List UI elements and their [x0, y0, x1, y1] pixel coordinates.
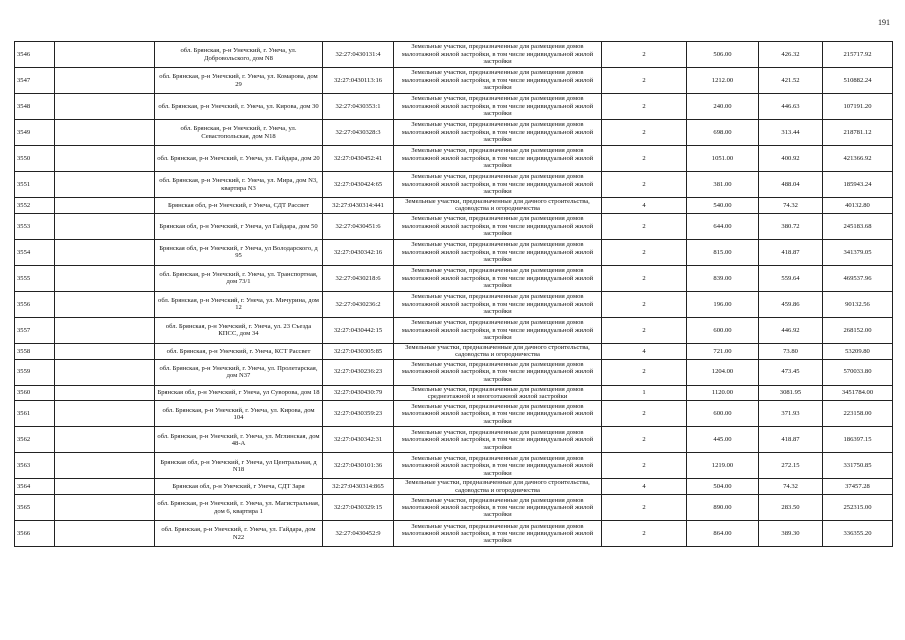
permitted-use-cell: Земельные участки, предназначенные для дачного строительства, садоводства и огородничества	[394, 343, 602, 359]
page-number: 191	[878, 18, 890, 27]
category-cell: 2	[602, 317, 687, 343]
cadastral-value-cell: 570033.80	[823, 359, 893, 385]
category-cell: 2	[602, 172, 687, 198]
row-number: 3558	[15, 343, 55, 359]
cadastral-number-cell: 32:27:0430424:65	[323, 172, 394, 198]
spacer-cell	[55, 213, 155, 239]
row-number: 3564	[15, 479, 55, 495]
category-cell: 2	[602, 521, 687, 547]
address-cell: Брянская обл, р-н Унечский, г Унеча, СДТ Рассвет	[155, 198, 323, 214]
permitted-use-cell: Земельные участки, предназначенные для размещения домов малоэтажной жилой застройки, в том числе индивидуальной жилой застройки	[394, 213, 602, 239]
address-cell: обл. Брянская, р-н Унечский, г. Унеча, ул. Севастопольская, дом N18	[155, 120, 323, 146]
permitted-use-cell: Земельные участки, предназначенные для размещения домов малоэтажной жилой застройки, в том числе индивидуальной жилой застройки	[394, 453, 602, 479]
area-cell: 381.00	[687, 172, 759, 198]
row-number: 3557	[15, 317, 55, 343]
permitted-use-cell: Земельные участки, предназначенные для дачного строительства, садоводства и огородничества	[394, 198, 602, 214]
table-row	[15, 42, 893, 68]
specific-value-cell: 74.32	[759, 198, 823, 214]
permitted-use-cell: Земельные участки, предназначенные для размещения домов малоэтажной жилой застройки, в том числе индивидуальной жилой застройки	[394, 68, 602, 94]
permitted-use-cell: Земельные участки, предназначенные для размещения домов малоэтажной жилой застройки, в том числе индивидуальной жилой застройки	[394, 146, 602, 172]
address-cell: обл. Брянская, р-н Унечский, г. Унеча, ул. Мглинская, дом 48-А	[155, 427, 323, 453]
address-cell: обл. Брянская, р-н Унечский, г. Унеча, ул. Пролетарская, дом N37	[155, 359, 323, 385]
table-row	[15, 146, 893, 172]
spacer-cell	[55, 401, 155, 427]
spacer-cell	[55, 479, 155, 495]
permitted-use-cell: Земельные участки, предназначенные для размещения домов малоэтажной жилой застройки, в том числе индивидуальной жилой застройки	[394, 172, 602, 198]
category-cell: 2	[602, 495, 687, 521]
table-row	[15, 317, 893, 343]
spacer-cell	[55, 94, 155, 120]
cadastral-number-cell: 32:27:0430101:36	[323, 453, 394, 479]
category-cell: 4	[602, 343, 687, 359]
cadastral-value-cell: 40132.80	[823, 198, 893, 214]
cadastral-value-cell: 341379.05	[823, 239, 893, 265]
specific-value-cell: 426.32	[759, 42, 823, 68]
row-number: 3546	[15, 42, 55, 68]
spacer-cell	[55, 495, 155, 521]
permitted-use-cell: Земельные участки, предназначенные для размещения домов малоэтажной жилой застройки, в том числе индивидуальной жилой застройки	[394, 359, 602, 385]
spacer-cell	[55, 198, 155, 214]
area-cell: 698.00	[687, 120, 759, 146]
area-cell: 1219.00	[687, 453, 759, 479]
category-cell: 2	[602, 42, 687, 68]
area-cell: 864.00	[687, 521, 759, 547]
specific-value-cell: 459.86	[759, 291, 823, 317]
category-cell: 4	[602, 479, 687, 495]
cadastral-number-cell: 32:27:0430236:2	[323, 291, 394, 317]
area-cell: 504.00	[687, 479, 759, 495]
cadastral-number-cell: 32:27:0430430:79	[323, 385, 394, 401]
cadastral-value-cell: 3451784.00	[823, 385, 893, 401]
address-cell: обл. Брянская, р-н Унечский, г. Унеча, ул. Добровольского, дом N8	[155, 42, 323, 68]
permitted-use-cell: Земельные участки, предназначенные для размещения домов малоэтажной жилой застройки, в том числе индивидуальной жилой застройки	[394, 239, 602, 265]
table-row	[15, 385, 893, 401]
area-cell: 506.00	[687, 42, 759, 68]
area-cell: 445.00	[687, 427, 759, 453]
category-cell: 2	[602, 359, 687, 385]
table-row	[15, 401, 893, 427]
category-cell: 1	[602, 385, 687, 401]
row-number: 3554	[15, 239, 55, 265]
specific-value-cell: 400.92	[759, 146, 823, 172]
address-cell: обл. Брянская, р-н Унечский, г. Унеча, ул. Мичурина, дом 12	[155, 291, 323, 317]
table-row	[15, 427, 893, 453]
cadastral-value-cell: 185943.24	[823, 172, 893, 198]
spacer-cell	[55, 172, 155, 198]
row-number: 3549	[15, 120, 55, 146]
cadastral-value-cell: 510882.24	[823, 68, 893, 94]
area-cell: 815.00	[687, 239, 759, 265]
table-row	[15, 359, 893, 385]
permitted-use-cell: Земельные участки, предназначенные для размещения домов малоэтажной жилой застройки, в том числе индивидуальной жилой застройки	[394, 427, 602, 453]
area-cell: 1212.00	[687, 68, 759, 94]
cadastral-number-cell: 32:27:0430342:31	[323, 427, 394, 453]
category-cell: 2	[602, 239, 687, 265]
specific-value-cell: 73.80	[759, 343, 823, 359]
category-cell: 2	[602, 120, 687, 146]
table-row	[15, 343, 893, 359]
area-cell: 600.00	[687, 317, 759, 343]
category-cell: 2	[602, 213, 687, 239]
cadastral-value-cell: 421366.92	[823, 146, 893, 172]
address-cell: обл. Брянская, р-н Унечский, г. Унеча, ул. Кирова, дом 30	[155, 94, 323, 120]
table-row	[15, 68, 893, 94]
area-cell: 721.00	[687, 343, 759, 359]
spacer-cell	[55, 42, 155, 68]
cadastral-number-cell: 32:27:0430329:15	[323, 495, 394, 521]
permitted-use-cell: Земельные участки, предназначенные для размещения домов малоэтажной жилой застройки, в том числе индивидуальной жилой застройки	[394, 317, 602, 343]
cadastral-number-cell: 32:27:0430131:4	[323, 42, 394, 68]
area-cell: 890.00	[687, 495, 759, 521]
table-row	[15, 198, 893, 214]
area-cell: 644.00	[687, 213, 759, 239]
table-row	[15, 172, 893, 198]
specific-value-cell: 313.44	[759, 120, 823, 146]
cadastral-number-cell: 32:27:0430328:3	[323, 120, 394, 146]
row-number: 3565	[15, 495, 55, 521]
specific-value-cell: 418.87	[759, 427, 823, 453]
area-cell: 1204.00	[687, 359, 759, 385]
category-cell: 2	[602, 427, 687, 453]
address-cell: Брянская обл, р-н Унечский, г Унеча, ул Центральная, д N18	[155, 453, 323, 479]
cadastral-number-cell: 32:27:0430353:1	[323, 94, 394, 120]
spacer-cell	[55, 385, 155, 401]
table-row	[15, 120, 893, 146]
cadastral-value-cell: 90132.56	[823, 291, 893, 317]
area-cell: 1051.00	[687, 146, 759, 172]
address-cell: обл. Брянская, р-н Унечский, г. Унеча, ул. Транспортная, дом 73/1	[155, 265, 323, 291]
table-row	[15, 521, 893, 547]
row-number: 3553	[15, 213, 55, 239]
area-cell: 600.00	[687, 401, 759, 427]
permitted-use-cell: Земельные участки, предназначенные для размещения домов малоэтажной жилой застройки, в том числе индивидуальной жилой застройки	[394, 94, 602, 120]
permitted-use-cell: Земельные участки, предназначенные для размещения домов малоэтажной жилой застройки, в том числе индивидуальной жилой застройки	[394, 120, 602, 146]
category-cell: 2	[602, 146, 687, 172]
cadastral-value-cell: 218781.12	[823, 120, 893, 146]
category-cell: 2	[602, 68, 687, 94]
cadastral-value-cell: 331750.85	[823, 453, 893, 479]
permitted-use-cell: Земельные участки, предназначенные для размещения домов малоэтажной жилой застройки, в том числе индивидуальной жилой застройки	[394, 291, 602, 317]
specific-value-cell: 283.50	[759, 495, 823, 521]
category-cell: 2	[602, 401, 687, 427]
area-cell: 1120.00	[687, 385, 759, 401]
cadastral-value-cell: 252315.00	[823, 495, 893, 521]
row-number: 3551	[15, 172, 55, 198]
spacer-cell	[55, 146, 155, 172]
row-number: 3563	[15, 453, 55, 479]
spacer-cell	[55, 427, 155, 453]
spacer-cell	[55, 239, 155, 265]
permitted-use-cell: Земельные участки, предназначенные для размещения домов малоэтажной жилой застройки, в том числе индивидуальной жилой застройки	[394, 265, 602, 291]
category-cell: 4	[602, 198, 687, 214]
row-number: 3559	[15, 359, 55, 385]
row-number: 3556	[15, 291, 55, 317]
specific-value-cell: 371.93	[759, 401, 823, 427]
cadastral-value-cell: 215717.92	[823, 42, 893, 68]
category-cell: 2	[602, 453, 687, 479]
row-number: 3561	[15, 401, 55, 427]
address-cell: Брянская обл, р-н Унечский, г Унеча, ул Гайдара, дом 50	[155, 213, 323, 239]
spacer-cell	[55, 521, 155, 547]
spacer-cell	[55, 265, 155, 291]
cadastral-number-cell: 32:27:0430452:9	[323, 521, 394, 547]
spacer-cell	[55, 317, 155, 343]
spacer-cell	[55, 120, 155, 146]
spacer-cell	[55, 68, 155, 94]
spacer-cell	[55, 291, 155, 317]
land-registry-table	[14, 41, 893, 547]
area-cell: 240.00	[687, 94, 759, 120]
row-number: 3560	[15, 385, 55, 401]
address-cell: Брянская обл, р-н Унечский, г Унеча, ул Суворова, дом 18	[155, 385, 323, 401]
row-number: 3555	[15, 265, 55, 291]
table-row	[15, 94, 893, 120]
permitted-use-cell: Земельные участки, предназначенные для дачного строительства, садоводства и огородничества	[394, 479, 602, 495]
cadastral-number-cell: 32:27:0430314:441	[323, 198, 394, 214]
cadastral-value-cell: 37457.28	[823, 479, 893, 495]
cadastral-number-cell: 32:27:0430442:15	[323, 317, 394, 343]
cadastral-value-cell: 186397.15	[823, 427, 893, 453]
row-number: 3552	[15, 198, 55, 214]
category-cell: 2	[602, 265, 687, 291]
cadastral-value-cell: 107191.20	[823, 94, 893, 120]
row-number: 3550	[15, 146, 55, 172]
category-cell: 2	[602, 94, 687, 120]
address-cell: обл. Брянская, р-н Унечский, г. Унеча, ул. 23 Съезда КПСС, дом 34	[155, 317, 323, 343]
cadastral-value-cell: 245183.68	[823, 213, 893, 239]
cadastral-number-cell: 32:27:0430305:85	[323, 343, 394, 359]
permitted-use-cell: Земельные участки, предназначенные для размещения домов малоэтажной жилой застройки, в том числе индивидуальной жилой застройки	[394, 42, 602, 68]
cadastral-number-cell: 32:27:0430359:23	[323, 401, 394, 427]
specific-value-cell: 446.92	[759, 317, 823, 343]
specific-value-cell: 418.87	[759, 239, 823, 265]
address-cell: обл. Брянская, р-н Унечский, г. Унеча, ул. Мира, дом N3, квартира N3	[155, 172, 323, 198]
table-row	[15, 495, 893, 521]
table-row	[15, 213, 893, 239]
row-number: 3562	[15, 427, 55, 453]
spacer-cell	[55, 359, 155, 385]
permitted-use-cell: Земельные участки, предназначенные для размещения домов малоэтажной жилой застройки, в том числе индивидуальной жилой застройки	[394, 521, 602, 547]
permitted-use-cell: Земельные участки, предназначенные для размещения домов малоэтажной жилой застройки, в том числе индивидуальной жилой застройки	[394, 495, 602, 521]
table-row	[15, 453, 893, 479]
specific-value-cell: 473.45	[759, 359, 823, 385]
cadastral-value-cell: 268152.00	[823, 317, 893, 343]
row-number: 3548	[15, 94, 55, 120]
specific-value-cell: 380.72	[759, 213, 823, 239]
permitted-use-cell: Земельные участки, предназначенные для размещения домов среднеэтажной и многоэтажной жилой застройки	[394, 385, 602, 401]
table-row	[15, 291, 893, 317]
address-cell: Брянская обл, р-н Унечский, г Унеча, СДТ Заря	[155, 479, 323, 495]
row-number: 3547	[15, 68, 55, 94]
address-cell: обл. Брянская, р-н Унечский, г. Унеча, ул. Кирова, дом 104	[155, 401, 323, 427]
permitted-use-cell: Земельные участки, предназначенные для размещения домов малоэтажной жилой застройки, в том числе индивидуальной жилой застройки	[394, 401, 602, 427]
cadastral-number-cell: 32:27:0430451:6	[323, 213, 394, 239]
specific-value-cell: 488.04	[759, 172, 823, 198]
table-row	[15, 239, 893, 265]
area-cell: 196.00	[687, 291, 759, 317]
cadastral-number-cell: 32:27:0430342:16	[323, 239, 394, 265]
specific-value-cell: 3081.95	[759, 385, 823, 401]
address-cell: обл. Брянская, р-н Унечский, г. Унеча, ул. Гайдара, дом N22	[155, 521, 323, 547]
cadastral-value-cell: 469537.96	[823, 265, 893, 291]
cadastral-value-cell: 223158.00	[823, 401, 893, 427]
cadastral-value-cell: 53209.80	[823, 343, 893, 359]
cadastral-value-cell: 336355.20	[823, 521, 893, 547]
address-cell: обл. Брянская, р-н Унечский, г. Унеча, ул. Гайдара, дом 20	[155, 146, 323, 172]
specific-value-cell: 446.63	[759, 94, 823, 120]
spacer-cell	[55, 343, 155, 359]
area-cell: 839.00	[687, 265, 759, 291]
cadastral-number-cell: 32:27:0430452:41	[323, 146, 394, 172]
table-body	[15, 42, 893, 547]
cadastral-number-cell: 32:27:0430314:865	[323, 479, 394, 495]
specific-value-cell: 559.64	[759, 265, 823, 291]
row-number: 3566	[15, 521, 55, 547]
address-cell: обл. Брянская, р-н Унечский, г. Унеча, ул. Магистральная, дом 6, квартира 1	[155, 495, 323, 521]
specific-value-cell: 74.32	[759, 479, 823, 495]
spacer-cell	[55, 453, 155, 479]
address-cell: Брянская обл, р-н Унечский, г Унеча, ул Володарского, д 95	[155, 239, 323, 265]
specific-value-cell: 272.15	[759, 453, 823, 479]
table-row	[15, 265, 893, 291]
address-cell: обл. Брянская, р-н Унечский, г. Унеча, ул. Комарова, дом 29	[155, 68, 323, 94]
cadastral-number-cell: 32:27:0430236:23	[323, 359, 394, 385]
cadastral-number-cell: 32:27:0430113:16	[323, 68, 394, 94]
table-row	[15, 479, 893, 495]
cadastral-number-cell: 32:27:0430218:6	[323, 265, 394, 291]
address-cell: обл. Брянская, р-н Унечский, г. Унеча, КСТ Рассвет	[155, 343, 323, 359]
category-cell: 2	[602, 291, 687, 317]
specific-value-cell: 389.30	[759, 521, 823, 547]
specific-value-cell: 421.52	[759, 68, 823, 94]
area-cell: 540.00	[687, 198, 759, 214]
